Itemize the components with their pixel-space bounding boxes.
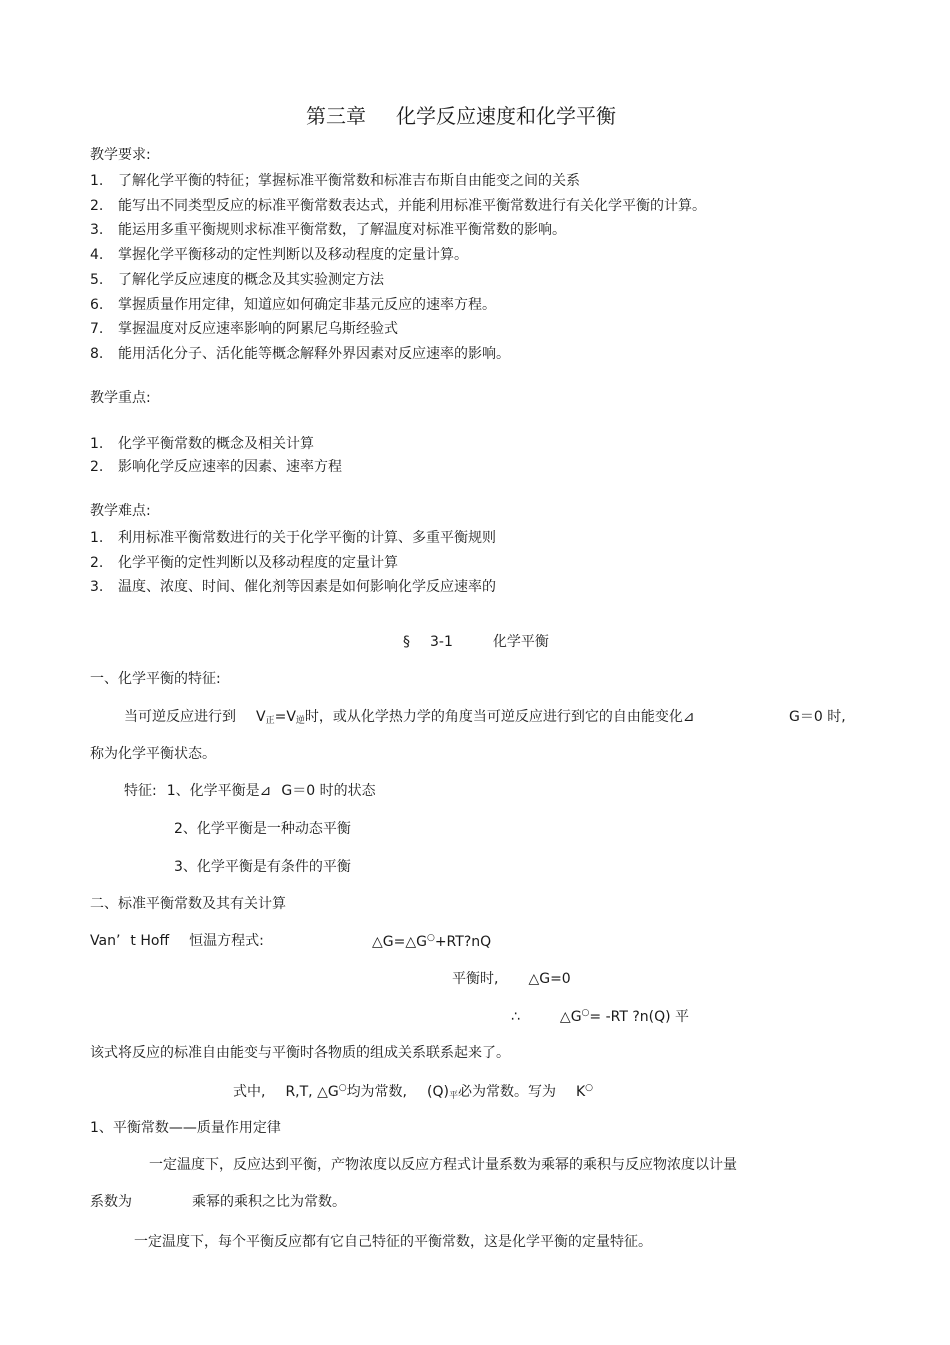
equation-standard: ∴ △G○= -RT ?n(Q) 平 xyxy=(511,1008,690,1025)
section-name: 化学平衡 xyxy=(492,634,549,650)
list-item: 2. 影响化学反应速率的因素、速率方程 xyxy=(90,459,342,475)
paragraph-reversible-end: G＝0 时, xyxy=(789,709,846,725)
difficulties-heading: 教学难点: xyxy=(90,503,151,519)
list-item: 1. 了解化学平衡的特征；掌握标准平衡常数和标准吉布斯自由能变之间的关系 xyxy=(90,173,580,189)
paragraph-relation: 该式将反应的标准自由能变与平衡时各物质的组成关系联系起来了。 xyxy=(90,1045,510,1061)
paragraph-characteristic: 一定温度下，每个平衡反应都有它自己特征的平衡常数，这是化学平衡的定量特征。 xyxy=(134,1234,652,1250)
list-item: 2. 化学平衡的定性判断以及移动程度的定量计算 xyxy=(90,555,398,571)
section-symbol: § xyxy=(403,634,410,650)
list-item: 3. 能运用多重平衡规则求标准平衡常数，了解温度对标准平衡常数的影响。 xyxy=(90,222,566,238)
paragraph-mass-action: 一定温度下，反应达到平衡，产物浓度以反应方程式计量系数为乘幂的乘积与反应物浓度以计量 xyxy=(149,1157,737,1173)
vant-hoff-label: Van’ t Hoff 恒温方程式: xyxy=(90,933,264,949)
list-item: 6. 掌握质量作用定律，知道应如何确定非基元反应的速率方程。 xyxy=(90,297,496,313)
list-item: 3. 温度、浓度、时间、催化剂等因素是如何影响化学反应速率的 xyxy=(90,579,496,595)
section-header xyxy=(403,635,549,649)
chapter-number: 第三章 xyxy=(306,104,366,128)
feature-1: 特征: 1、化学平衡是⊿ G＝0 时的状态 xyxy=(124,783,376,799)
list-item: 1. 化学平衡常数的概念及相关计算 xyxy=(90,436,314,452)
list-item: 2. 能写出不同类型反应的标准平衡常数表达式，并能利用标准平衡常数进行有关化学平衡的计算。 xyxy=(90,198,706,214)
list-item: 5. 了解化学反应速度的概念及其实验测定方法 xyxy=(90,272,384,288)
paragraph-mass-action-cont: 系数为 乘幂的乘积之比为常数。 xyxy=(90,1194,346,1210)
part3-heading: 1、平衡常数——质量作用定律 xyxy=(90,1120,281,1136)
requirements-heading: 教学要求: xyxy=(90,147,151,163)
list-item: 8. 能用活化分子、活化能等概念解释外界因素对反应速率的影响。 xyxy=(90,346,510,362)
feature-3: 3、化学平衡是有条件的平衡 xyxy=(174,859,351,875)
paragraph-reversible: 当可逆反应进行到 $V_正=V_逆$时，或从化学热力学的角度当可逆反应进行到它的自由能变化⊿ xyxy=(124,709,695,726)
equation-vant-hoff: △G=△G○+RT?nQ xyxy=(372,933,492,950)
part1-heading: 一、化学平衡的特征: xyxy=(90,671,221,687)
list-item: 7. 掌握温度对反应速率影响的阿累尼乌斯经验式 xyxy=(90,321,398,337)
paragraph-equilibrium-state: 称为化学平衡状态。 xyxy=(90,746,216,762)
part2-heading: 二、标准平衡常数及其有关计算 xyxy=(90,896,286,912)
section-number: 3-1 xyxy=(430,634,453,650)
list-item: 1. 利用标准平衡常数进行的关于化学平衡的计算、多重平衡规则 xyxy=(90,530,496,546)
equation-equilibrium: 平衡时, △G=0 xyxy=(452,971,571,987)
page-title xyxy=(306,106,616,126)
paragraph-constants: 式中, R,T, △G○均为常数, $(Q)_平$必为常数。写为 K○ xyxy=(233,1083,594,1101)
list-item: 4. 掌握化学平衡移动的定性判断以及移动程度的定量计算。 xyxy=(90,247,468,263)
key-points-heading: 教学重点: xyxy=(90,390,151,406)
feature-2: 2、化学平衡是一种动态平衡 xyxy=(174,821,351,837)
chapter-name: 化学反应速度和化学平衡 xyxy=(396,104,616,128)
